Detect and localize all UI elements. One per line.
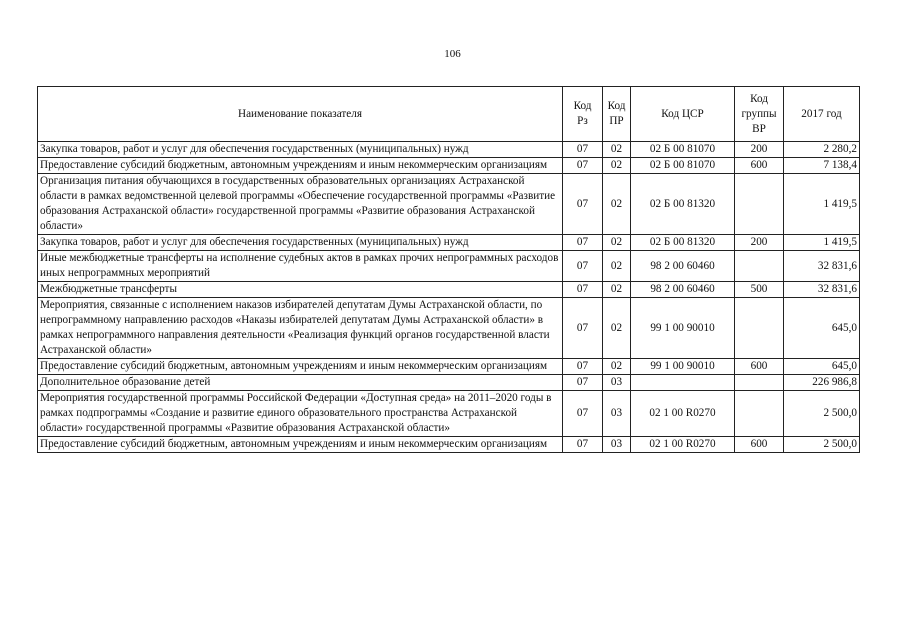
cell-name: Предоставление субсидий бюджетным, автономным учреждениям и иным некоммерческим организациям (38, 437, 563, 453)
header-vr-line1: Код (750, 92, 768, 105)
cell-pr: 03 (603, 375, 631, 391)
header-pr (603, 87, 631, 142)
table-row (38, 359, 860, 375)
table-row (38, 375, 860, 391)
table-row (38, 142, 860, 158)
cell-vr: 600 (735, 158, 784, 174)
cell-amount: 2 280,2 (784, 142, 860, 158)
cell-rz: 07 (563, 359, 603, 375)
cell-vr (735, 298, 784, 359)
cell-vr: 500 (735, 282, 784, 298)
cell-csr: 02 Б 00 81320 (631, 235, 735, 251)
cell-pr: 02 (603, 174, 631, 235)
cell-name: Иные межбюджетные трансферты на исполнение судебных актов в рамках прочих непрограммных расходов иных непрограммных мероприятий (38, 251, 563, 282)
cell-pr: 03 (603, 437, 631, 453)
cell-amount: 645,0 (784, 298, 860, 359)
cell-rz: 07 (563, 437, 603, 453)
table-row (38, 174, 860, 235)
cell-pr: 02 (603, 158, 631, 174)
header-pr-line1: Код (607, 100, 626, 112)
header-pr-line2: ПР (609, 115, 624, 127)
cell-name: Закупка товаров, работ и услуг для обеспечения государственных (муниципальных) нужд (38, 142, 563, 158)
cell-vr (735, 375, 784, 391)
table-row (38, 158, 860, 174)
table-row (38, 391, 860, 437)
cell-csr: 99 1 00 90010 (631, 298, 735, 359)
cell-amount: 32 831,6 (784, 251, 860, 282)
budget-table (37, 86, 860, 453)
table-header-row (38, 87, 860, 142)
header-vr (735, 87, 784, 142)
cell-rz: 07 (563, 298, 603, 359)
table-row (38, 437, 860, 453)
cell-name: Дополнительное образование детей (38, 375, 563, 391)
cell-csr: 02 Б 00 81070 (631, 158, 735, 174)
cell-csr: 02 1 00 R0270 (631, 391, 735, 437)
header-rz (563, 87, 603, 142)
cell-amount: 1 419,5 (784, 235, 860, 251)
header-year: 2017 год (784, 87, 860, 142)
cell-vr (735, 174, 784, 235)
cell-pr: 03 (603, 391, 631, 437)
header-rz-line1: Код (573, 100, 592, 112)
cell-name: Закупка товаров, работ и услуг для обеспечения государственных (муниципальных) нужд (38, 235, 563, 251)
header-name: Наименование показателя (38, 87, 563, 142)
cell-pr: 02 (603, 142, 631, 158)
table-row (38, 298, 860, 359)
cell-vr (735, 391, 784, 437)
cell-amount: 1 419,5 (784, 174, 860, 235)
table-body (38, 142, 860, 453)
cell-amount: 2 500,0 (784, 391, 860, 437)
cell-rz: 07 (563, 375, 603, 391)
cell-pr: 02 (603, 235, 631, 251)
header-vr-line2: группы (741, 107, 777, 120)
cell-amount: 645,0 (784, 359, 860, 375)
cell-vr: 600 (735, 437, 784, 453)
table-row (38, 251, 860, 282)
cell-pr: 02 (603, 359, 631, 375)
cell-rz: 07 (563, 282, 603, 298)
header-csr: Код ЦСР (631, 87, 735, 142)
cell-rz: 07 (563, 251, 603, 282)
table-row (38, 282, 860, 298)
cell-name: Предоставление субсидий бюджетным, автономным учреждениям и иным некоммерческим организациям (38, 359, 563, 375)
cell-rz: 07 (563, 158, 603, 174)
cell-csr: 02 Б 00 81070 (631, 142, 735, 158)
cell-rz: 07 (563, 174, 603, 235)
cell-csr: 99 1 00 90010 (631, 359, 735, 375)
header-vr-line3: ВР (752, 122, 766, 135)
page-number: 106 (444, 48, 461, 60)
header-rz-line2: Рз (577, 115, 588, 127)
cell-pr: 02 (603, 298, 631, 359)
cell-name: Организация питания обучающихся в государственных образовательных организациях Астраханской области в рамках ведомственной целевой программы «Обеспечение государственной программы «Развитие образования Астраханской области» государственной программы «Развитие образования Астраханской области» (38, 174, 563, 235)
cell-amount: 2 500,0 (784, 437, 860, 453)
cell-name: Мероприятия государственной программы Российской Федерации «Доступная среда» на 2011–2020 годы в рамках подпрограммы «Создание и развитие единого образовательного пространства Астраханской области» государственной программы «Развитие образования Астраханской области» (38, 391, 563, 437)
cell-name: Мероприятия, связанные с исполнением наказов избирателей депутатам Думы Астраханской области, по непрограммному направлению расходов «Наказы избирателей депутатам Думы Астраханской области» в рамках непрограммного направления деятельности «Реализация функций органов государственной власти Астраханской области» (38, 298, 563, 359)
cell-pr: 02 (603, 251, 631, 282)
cell-amount: 7 138,4 (784, 158, 860, 174)
cell-csr: 02 1 00 R0270 (631, 437, 735, 453)
cell-csr: 02 Б 00 81320 (631, 174, 735, 235)
cell-amount: 226 986,8 (784, 375, 860, 391)
cell-rz: 07 (563, 391, 603, 437)
cell-vr: 600 (735, 359, 784, 375)
table-row (38, 235, 860, 251)
cell-pr: 02 (603, 282, 631, 298)
cell-vr: 200 (735, 142, 784, 158)
cell-vr (735, 251, 784, 282)
cell-name: Предоставление субсидий бюджетным, автономным учреждениям и иным некоммерческим организациям (38, 158, 563, 174)
cell-rz: 07 (563, 142, 603, 158)
cell-name: Межбюджетные трансферты (38, 282, 563, 298)
cell-csr: 98 2 00 60460 (631, 282, 735, 298)
cell-csr (631, 375, 735, 391)
cell-csr: 98 2 00 60460 (631, 251, 735, 282)
cell-rz: 07 (563, 235, 603, 251)
cell-amount: 32 831,6 (784, 282, 860, 298)
cell-vr: 200 (735, 235, 784, 251)
